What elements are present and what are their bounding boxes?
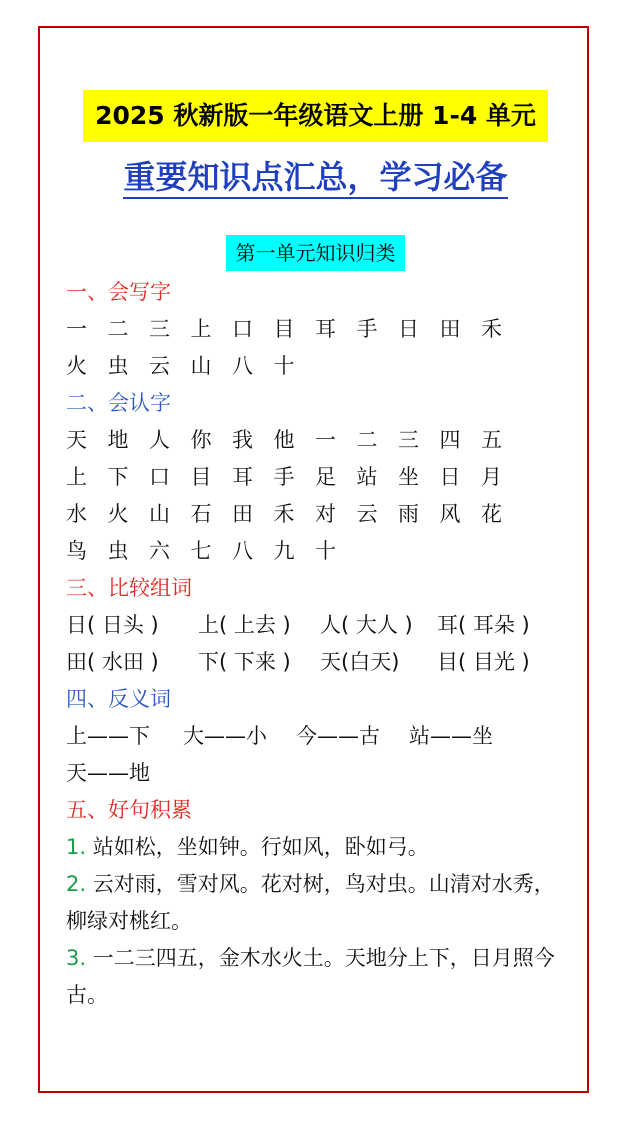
char: 花 <box>481 502 502 526</box>
char: 虫 <box>107 539 129 563</box>
recognize-row-2 <box>66 459 566 496</box>
char: 五 <box>481 428 502 452</box>
word-group: 目( 目光 ) <box>437 650 530 674</box>
char: 日 <box>398 317 419 341</box>
char: 坐 <box>398 465 419 489</box>
content <box>66 274 566 1014</box>
antonym-row-2 <box>66 755 566 792</box>
char: 天 <box>66 428 87 452</box>
char: 七 <box>190 539 212 563</box>
antonym-row-1 <box>66 718 566 755</box>
recognize-row-3 <box>66 496 566 533</box>
char: 三 <box>149 317 170 341</box>
recognize-row-1 <box>66 422 566 459</box>
title-line-2 <box>0 155 631 199</box>
char: 地 <box>107 428 129 452</box>
word-group: 人( 大人 ) <box>320 613 413 637</box>
antonym-pair: 大——小 <box>183 724 267 748</box>
char: 山 <box>190 354 212 378</box>
char: 水 <box>66 502 87 526</box>
recognize-row-4 <box>66 533 566 570</box>
char: 四 <box>439 428 461 452</box>
char: 耳 <box>315 317 336 341</box>
word-group: 上( 上去 ) <box>198 613 291 637</box>
section-write-title: 一、会写字 <box>66 280 171 304</box>
word-group: 耳( 耳朵 ) <box>437 613 530 637</box>
char: 虫 <box>107 354 129 378</box>
char: 田 <box>439 317 461 341</box>
char: 禾 <box>273 502 295 526</box>
char: 风 <box>439 502 461 526</box>
sentence-number: 3. <box>66 946 87 970</box>
char: 我 <box>232 428 253 452</box>
char: 二 <box>356 428 378 452</box>
char: 山 <box>149 502 170 526</box>
char: 手 <box>356 317 378 341</box>
sentence-item-2 <box>66 866 566 940</box>
char: 月 <box>481 465 502 489</box>
char: 三 <box>398 428 419 452</box>
char: 足 <box>315 465 336 489</box>
sentence-number: 1. <box>66 835 87 859</box>
char: 火 <box>66 354 87 378</box>
write-row-1 <box>66 311 566 348</box>
char: 日 <box>439 465 461 489</box>
sentence-text: 一二三四五，金木水火土。天地分上下，日月照今古。 <box>66 946 555 1007</box>
title-line-2-text: 重要知识点汇总，学习必备 <box>123 158 507 199</box>
char: 上 <box>190 317 212 341</box>
char: 对 <box>315 502 336 526</box>
section-antonyms-title: 四、反义词 <box>66 687 171 711</box>
unit-heading: 第一单元知识归类 <box>226 235 405 271</box>
antonym-pair: 今——古 <box>296 724 380 748</box>
sentence-number: 2. <box>66 872 87 896</box>
char: 站 <box>356 465 378 489</box>
compare-row-2 <box>66 644 566 681</box>
char: 口 <box>232 317 253 341</box>
word-group: 下( 下来 ) <box>198 650 291 674</box>
title-line-1: 2025 秋新版一年级语文上册 1-4 单元 <box>83 90 548 142</box>
char: 口 <box>149 465 170 489</box>
char: 目 <box>190 465 212 489</box>
sentence-item-3 <box>66 940 566 1014</box>
char: 云 <box>356 502 378 526</box>
section-compare-title: 三、比较组词 <box>66 576 192 600</box>
antonym-pair: 天——地 <box>66 761 150 785</box>
char: 目 <box>273 317 295 341</box>
char: 一 <box>66 317 87 341</box>
word-group: 田( 水田 ) <box>66 650 159 674</box>
char: 上 <box>66 465 87 489</box>
char: 他 <box>273 428 295 452</box>
write-row-2 <box>66 348 566 385</box>
antonym-pair: 站——坐 <box>409 724 493 748</box>
antonym-pair: 上——下 <box>66 724 150 748</box>
char: 一 <box>315 428 336 452</box>
char: 八 <box>232 539 253 563</box>
section-sentences-title: 五、好句积累 <box>66 798 192 822</box>
char: 雨 <box>398 502 419 526</box>
char: 耳 <box>232 465 253 489</box>
word-group: 日( 日头 ) <box>66 613 159 637</box>
char: 禾 <box>481 317 502 341</box>
compare-row-1 <box>66 607 566 644</box>
char: 下 <box>107 465 129 489</box>
char: 你 <box>190 428 212 452</box>
char: 九 <box>273 539 295 563</box>
sentence-text: 站如松，坐如钟。行如风，卧如弓。 <box>92 835 429 859</box>
char: 火 <box>107 502 129 526</box>
char: 石 <box>190 502 212 526</box>
word-group: 天(白天) <box>320 650 400 674</box>
char: 十 <box>273 354 295 378</box>
char: 鸟 <box>66 539 87 563</box>
char: 八 <box>232 354 253 378</box>
sentence-item-1 <box>66 829 566 866</box>
section-recognize-title: 二、会认字 <box>66 391 171 415</box>
char: 人 <box>149 428 170 452</box>
char: 手 <box>273 465 295 489</box>
sentence-text: 云对雨，雪对风。花对树，鸟对虫。山清对水秀，柳绿对桃红。 <box>66 872 555 933</box>
char: 六 <box>149 539 170 563</box>
char: 十 <box>315 539 336 563</box>
char: 云 <box>149 354 170 378</box>
char: 田 <box>232 502 253 526</box>
char: 二 <box>107 317 129 341</box>
